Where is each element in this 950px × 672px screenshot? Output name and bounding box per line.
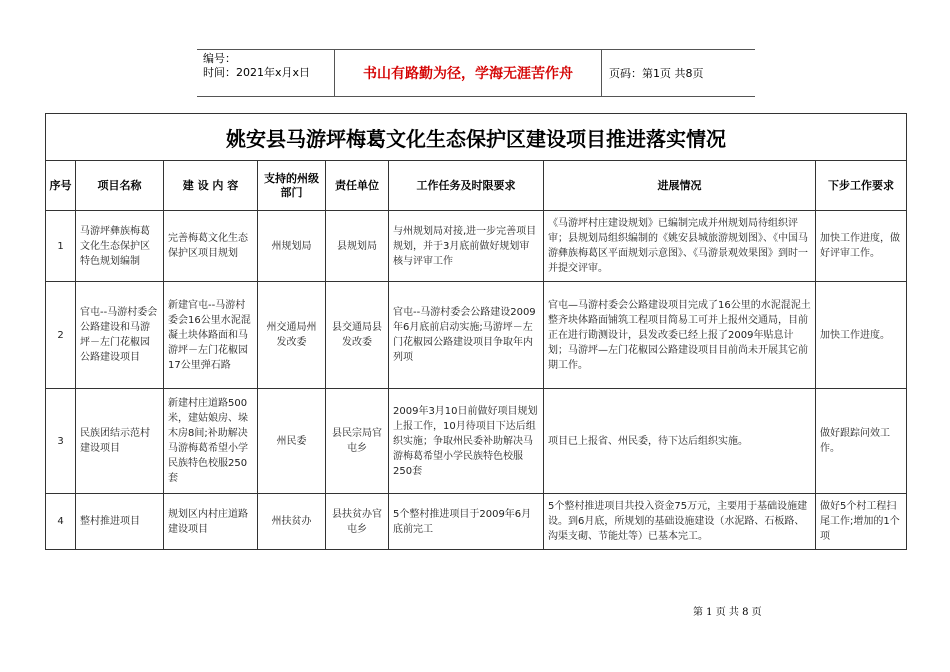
- responsible-unit: 县民宗局官屯乡: [326, 389, 389, 494]
- page-header: [197, 49, 755, 97]
- project-name: 民族团结示范村建设项目: [76, 389, 164, 494]
- next-steps: 加快工作进度，做好评审工作。: [816, 211, 907, 282]
- support-dept: 州交通局州发改委: [258, 282, 326, 389]
- header-meta: [197, 50, 335, 96]
- progress: 项目已上报省、州民委，待下达后组织实施。: [544, 389, 816, 494]
- column-header: 项目名称: [76, 161, 164, 211]
- row-index: 4: [46, 494, 76, 550]
- document-title: 姚安县马游坪梅葛文化生态保护区建设项目推进落实情况: [46, 114, 907, 161]
- table-header-row: [46, 161, 907, 211]
- row-index: 1: [46, 211, 76, 282]
- build-content: 新建官屯--马游村委会16公里水泥混凝土块体路面和马游坪－左门花椒园17公里弹石路: [164, 282, 258, 389]
- header-page-label: 页码：第1页 共8页: [609, 67, 704, 80]
- progress: 《马游坪村庄建设规划》已编制完成并州规划局待组织评审；县规划局组织编制的《姚安县城旅游规划图》、《中国马游彝族梅葛区平面规划示意图》、《马游景观效果图》到时一并提交评审。: [544, 211, 816, 282]
- task-deadline: 5个整村推进项目于2009年6月底前完工: [389, 494, 544, 550]
- task-deadline: 与州规划局对接,进一步完善项目规划，并于3月底前做好规划审核与评审工作: [389, 211, 544, 282]
- column-header: 下步工作要求: [816, 161, 907, 211]
- column-header: 支持的州级部门: [258, 161, 326, 211]
- next-steps: 做好5个村工程扫尾工作;增加的1个项: [816, 494, 907, 550]
- column-header: 进展情况: [544, 161, 816, 211]
- build-content: 完善梅葛文化生态保护区项目规划: [164, 211, 258, 282]
- row-index: 3: [46, 389, 76, 494]
- build-content: 规划区内村庄道路建设项目: [164, 494, 258, 550]
- responsible-unit: 县规划局: [326, 211, 389, 282]
- support-dept: 州规划局: [258, 211, 326, 282]
- header-motto: 书山有路勤为径，学海无涯苦作舟: [335, 50, 602, 96]
- task-deadline: 2009年3月10日前做好项目规划上报工作，10月待项目下达后组织实施；争取州民委补助解决马游梅葛希望小学民族特色校服250套: [389, 389, 544, 494]
- responsible-unit: 县交通局县发改委: [326, 282, 389, 389]
- column-header: 工作任务及时限要求: [389, 161, 544, 211]
- page-footer: 第 1 页 共 8 页: [693, 607, 762, 618]
- column-header: 序号: [46, 161, 76, 211]
- column-header: 责任单位: [326, 161, 389, 211]
- project-name: 官屯--马游村委会公路建设和马游坪－左门花椒园公路建设项目: [76, 282, 164, 389]
- table-row: [46, 389, 907, 494]
- support-dept: 州民委: [258, 389, 326, 494]
- task-deadline: 官屯--马游村委会公路建设2009年6月底前启动实施;马游坪－左门花椒园公路建设项目争取年内列项: [389, 282, 544, 389]
- column-header: 建 设 内 容: [164, 161, 258, 211]
- progress: 官屯—马游村委会公路建设项目完成了16公里的水泥混泥土整齐块体路面铺筑工程项目简易工可并上报州交通局，目前正在进行勘测设计，县发改委已经上报了2009年贴息计划；马游坪—左门花椒园公路建设项目目前尚未开展其它前期工作。: [544, 282, 816, 389]
- row-index: 2: [46, 282, 76, 389]
- support-dept: 州扶贫办: [258, 494, 326, 550]
- project-table: [45, 113, 907, 550]
- next-steps: 做好跟踪问效工作。: [816, 389, 907, 494]
- build-content: 新建村庄道路500米，建姑娘房、垛木房8间;补助解决马游梅葛希望小学民族特色校服250套: [164, 389, 258, 494]
- time-label: 时间：2021年x月x日: [203, 66, 311, 79]
- table-row: [46, 211, 907, 282]
- project-name: 马游坪彝族梅葛文化生态保护区特色规划编制: [76, 211, 164, 282]
- project-name: 整村推进项目: [76, 494, 164, 550]
- next-steps: 加快工作进度。: [816, 282, 907, 389]
- responsible-unit: 县扶贫办官屯乡: [326, 494, 389, 550]
- number-label: 编号：: [203, 52, 236, 65]
- progress: 5个整村推进项目共投入资金75万元，主要用于基础设施建设。到6月底，所规划的基础设施建设（水泥路、石板路、沟渠支砌、节能灶等）已基本完工。: [544, 494, 816, 550]
- table-row: [46, 282, 907, 389]
- table-row: [46, 494, 907, 550]
